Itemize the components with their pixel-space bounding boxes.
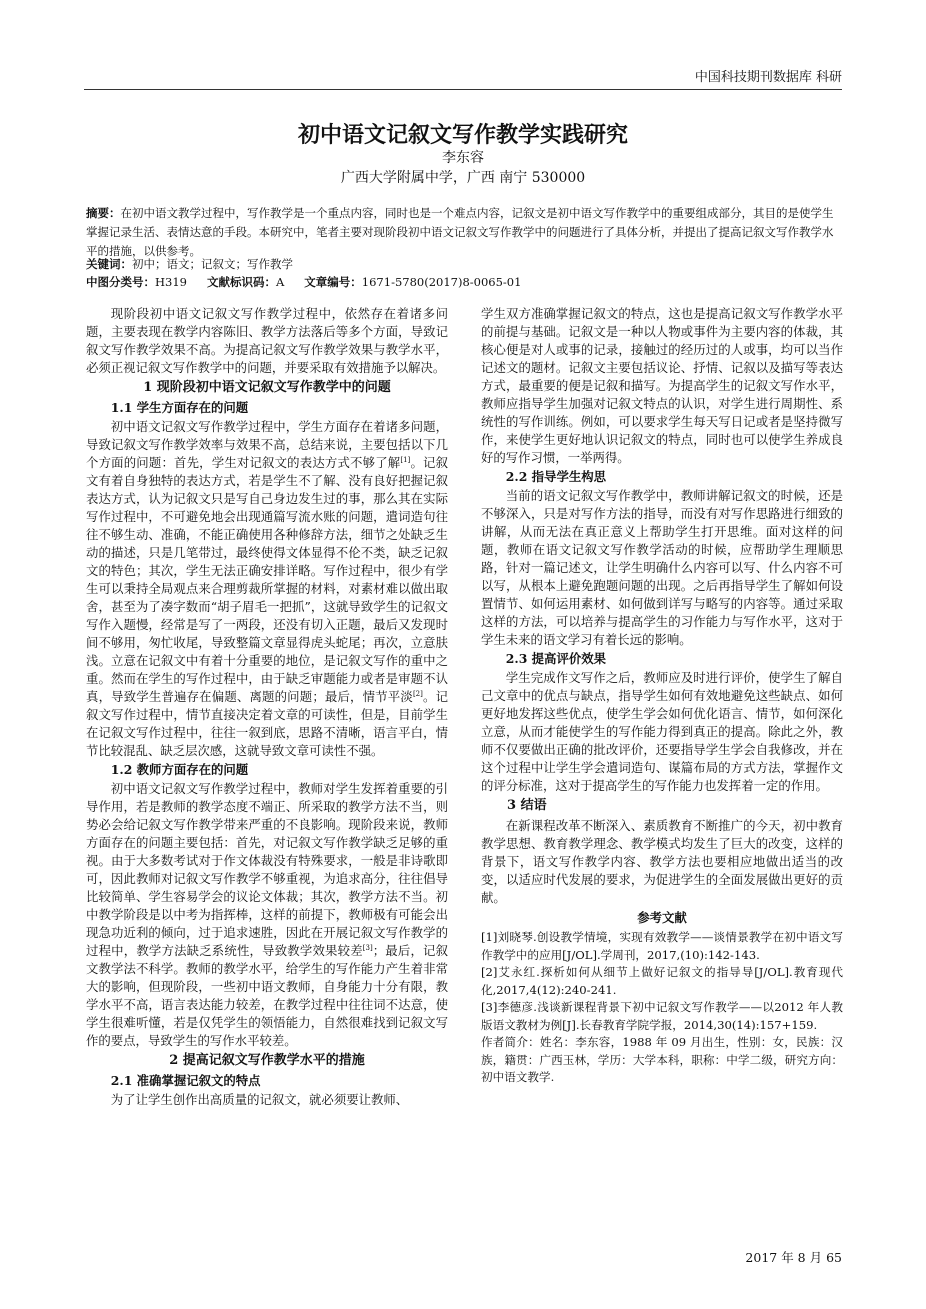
paper-title: 初中语文记叙文写作教学实践研究: [297, 122, 628, 148]
section-1-2-heading: 1.2 教师方面存在的问题: [110, 762, 249, 777]
section-1-2-paragraph: 初中语文记叙文写作教学过程中，教师对学生发挥着重要的引导作用，若是教师的教学态度不端正、所采取的教学方法不当，则势必会给记叙文写作教学带来严重的不良影响。现阶段来说，教师方面存在的问题主要包括：首先，对记叙文写作教学缺乏足够的重视。由于大多数考试对于作文体裁没有特殊要求，一般是非诗歌即可，因此教师对记叙文写作教学不够重视，为追求高分，往往倡导比较简单、学生容易学会的议论文体裁；其次，教学方法不当。初中教学阶段是以中考为指挥棒，这样的前提下，教师极有可能会出现急功近利的倾向，过于追求速胜，因此在开展记叙文写作教学的过程中，教学方法缺乏系统性，导致教学效果较差[3]；最后，记叙文教学法不科学。教师的教学水平，给学生的写作能力产生着非常大的影响，但现阶段，一些初中语文教师，自身能力十分有限，教学水平不高，语言表达能力较差，在教学过程中往往词不达意，使学生很难听懂，若是仅凭学生的领悟能力，自然很难找到记叙文写作的要点，导致学生的写作水平较差。: [86, 781, 449, 1048]
document-code: 文献标识码：A: [206, 275, 285, 289]
section-2-3-paragraph: 学生完成作文写作之后，教师应及时进行评价，使学生了解自己文章中的优点与缺点，指导学生如何有效地避免这些缺点、如何更好地发挥这些优点，使学生学会如何优化语言、情节，如何深化立意，从而才能使学生的写作能力得到真正的提高。除此之外，教师不仅要做出正确的批改评价，还要指导学生学会自我修改，并在这个过程中让学生学会遣词造句、谋篇布局的方式方法，掌握作文的评分标准，这对于提高学生的写作能力也发挥着一定的作用。: [481, 670, 843, 793]
section-2-heading: 2 提高记叙文写作教学水平的措施: [169, 1053, 365, 1068]
clc-code: 中图分类号：H319: [86, 275, 187, 289]
citation-3[interactable]: [3]: [362, 943, 373, 952]
keywords: [86, 255, 838, 274]
section-2-2-paragraph: 当前的语文记叙文写作教学中，教师讲解记叙文的时候，还是不够深入，只是对写作方法的指导，而没有对写作思路进行细致的讲解，从而无法在真正意义上帮助学生打开思维。面对这样的问题，教师在语文记叙文写作教学活动的时候，应帮助学生理顺思路，针对一篇记述文，让学生明确什么内容可以写、什么内容不可以写，从根本上避免跑题问题的出现。之后再指导学生了解如何设置情节、如何运用素材、如何做到详写与略写的内容等。通过采取这样的方法，可以培养与提高学生的习作能力与写作水平，这对于学生未来的语文学习有着长远的影响。: [481, 488, 843, 647]
section-2-1-heading: 2.1 准确掌握记叙文的特点: [110, 1073, 261, 1088]
author-affiliation: 广西大学附属中学，广西 南宁 530000: [340, 170, 586, 186]
header-rule: [84, 89, 842, 90]
classification-row: [86, 273, 838, 292]
left-column: [86, 305, 448, 1109]
keywords-label: 关键词：: [86, 257, 132, 271]
page-footer: 2017 年 8 月 65: [745, 1250, 842, 1265]
conclusion-paragraph: 在新课程改革不断深入、素质教育不断推广的今天，初中教育教学思想、教育教学理念、教学模式均发生了巨大的改变，这样的背景下，语文写作教学内容、教学方法也要相应地做出适当的改变，以适应时代发展的要求，为促进学生的全面发展做出更好的贡献。: [481, 818, 843, 905]
section-2-1-paragraph-start: 为了让学生创作出高质量的记叙文，就必须要让教师、: [110, 1092, 409, 1107]
abstract: [86, 204, 838, 261]
right-column: [481, 305, 843, 1087]
reference-item: [2]艾永红.探析如何从细节上做好记叙文的指导导[J/OL].教育现代化,2017,4(12):240-241.: [481, 965, 843, 997]
references-list: [481, 929, 843, 1087]
reference-item: [1]刘晓琴.创设教学情境，实现有效教学——谈情景教学在初中语文写作教学中的应用[J/OL].学周刊，2017,(10):142-143.: [481, 930, 843, 962]
section-2-3-heading: 2.3 提高评价效果: [505, 651, 607, 666]
abstract-label: 摘要：: [86, 206, 121, 220]
intro-paragraph: 现阶段初中语文记叙文写作教学过程中，依然存在着诸多问题，主要表现在教学内容陈旧、教学方法落后等多个方面，导致记叙文写作教学效果不高。为提高记叙文写作教学效果与教学水平，必须正视记叙文写作教学中的问题，并要采取有效措施予以解决。: [86, 306, 448, 375]
section-1-heading: 1 现阶段初中语文记叙文写作教学中的问题: [143, 380, 391, 395]
citation-2[interactable]: [2]: [412, 689, 423, 698]
section-1-1-paragraph: 初中语文记叙文写作教学过程中，学生方面存在着诸多问题，导致记叙文写作教学效率与效果不高，总结来说，主要包括以下几个方面的问题：首先，学生对记叙文的表达方式不够了解[1]。记叙文有着自身独特的表达方式，若是学生不了解、没有良好把握记叙表达方式，认为记叙文只是写自己身边发生过的事，那么其在实际写作过程中，不可避免地会出现通篇写流水账的问题，遣词造句往往不够生动、准确，不能正确使用各种修辞方法，细节之处缺乏生动的描述，只是几笔带过，最终使得文体显得不伦不类，缺乏记叙文的特色；其次，学生无法正确安排详略。写作过程中，很少有学生可以秉持全局观点来合理剪裁所掌握的材料，对素材难以做出取舍，甚至为了凑字数而“胡子眉毛一把抓”，这就导致学生的记叙文写作入题慢，经常是写了一两段，还没有切入正题，最后又发现时间不够用，匆忙收尾，导致整篇文章显得虎头蛇尾；再次，立意肤浅。立意在记叙文中有着十分重要的地位，是记叙文写作的重中之重。然而在学生的写作过程中，由于缺乏审题能力或者是审题不认真，导致学生普遍存在偏题、离题的问题；最后，情节平淡[2]。记叙文写作过程中，情节直接决定着文章的可读性，但是，目前学生在记叙文写作过程中，往往一叙到底，思路不清晰，语言平白，情节比较混乱、缺乏层次感，这就导致文章可读性不强。: [86, 419, 449, 758]
section-3-heading: 3 结语: [507, 798, 547, 813]
reference-item: [3]李德彦.浅谈新课程背景下初中记叙文写作教学——以2012 年人教版语文教材为例[J].长春教育学院学报，2014,30(14):157+159.: [481, 1000, 843, 1032]
section-2-1-paragraph-continued: 学生双方准确掌握记叙文的特点，这也是提高记叙文写作教学水平的前提与基础。记叙文是一种以人物或事件为主要内容的体裁，其核心便是对人或事的记录，接触过的经历过的人或事，均可以当作记述文的题材。记叙文主要包括议论、抒情、记叙以及描写等表达方式，最重要的便是记叙和描写。为提高学生的记叙文写作水平，教师应指导学生加强对记叙文特点的认识，对学生进行周期性、系统性的写作训练。例如，可以要求学生每天写日记或者是坚持微写作，来使学生更好地认识记叙文的特点，同时也可以使学生养成良好的写作习惯，一举两得。: [481, 306, 843, 465]
author-name: 李东容: [442, 150, 484, 166]
article-number: 文章编号：1671-5780(2017)8-0065-01: [304, 275, 522, 289]
section-1-1-heading: 1.1 学生方面存在的问题: [110, 400, 249, 415]
journal-header: 中国科技期刊数据库 科研: [694, 70, 842, 85]
references-heading: 参考文献: [637, 910, 687, 925]
keywords-text: 初中；语文；记叙文；写作教学: [132, 257, 293, 271]
citation-1[interactable]: [1]: [400, 455, 411, 464]
section-2-2-heading: 2.2 指导学生构思: [505, 469, 607, 484]
abstract-text: 在初中语文教学过程中，写作教学是一个重点内容，同时也是一个难点内容，记叙文是初中语文写作教学中的重要组成部分，其目的是使学生掌握记录生活、表情达意的手段。本研究中，笔者主要对现阶段初中语文记叙文写作教学中的问题进行了具体分析，并提出了提高记叙文写作教学水平的措施，以供参考。: [86, 206, 834, 258]
author-bio: 作者简介：姓名：李东容，1988 年 09 月出生，性别：女，民族：汉族，籍贯：广西玉林，学历：大学本科，职称：中学二级，研究方向：初中语文教学.: [481, 1035, 843, 1084]
